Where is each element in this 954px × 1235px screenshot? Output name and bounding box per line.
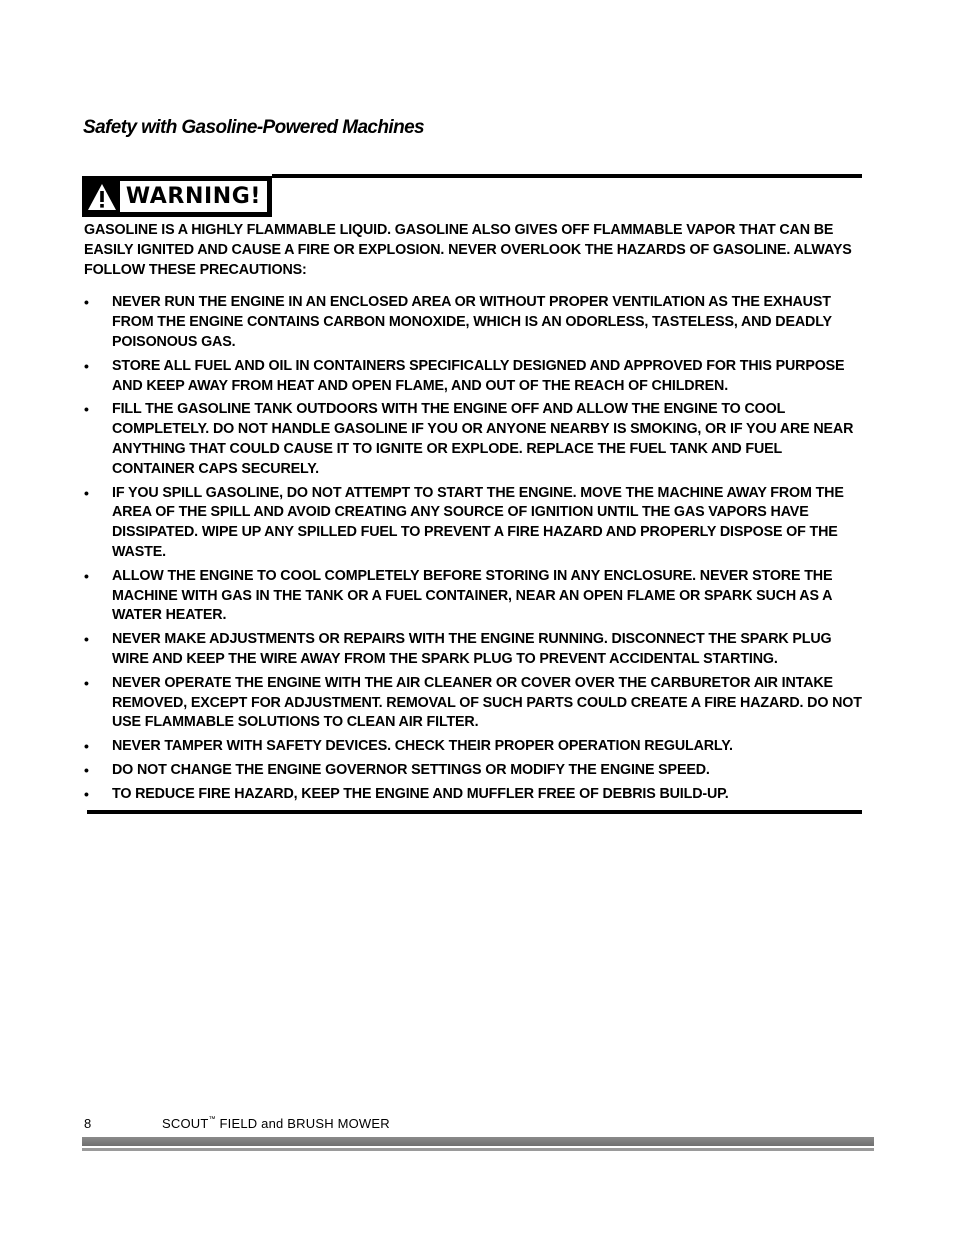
footer-title-prefix: SCOUT [162, 1116, 209, 1131]
precaution-text: NEVER OPERATE THE ENGINE WITH THE AIR CLEANER OR COVER OVER THE CARBURETOR AIR INTAKE REMOVED, EXCEPT FOR ADJUSTMENT. REMOVAL OF SUCH PARTS COULD CREATE A FIRE HAZARD. DO NOT USE FLAMMABLE SOLUTIONS TO CLEAN AIR FILTER. [112, 674, 862, 731]
warning-bottom-rule [87, 810, 862, 814]
warning-triangle-icon [84, 178, 120, 215]
precaution-item [84, 357, 864, 397]
precaution-item [84, 400, 864, 479]
footer-bar [82, 1137, 874, 1151]
warning-content [84, 221, 864, 809]
bullet-icon: • [84, 674, 89, 691]
precaution-item [84, 785, 864, 805]
precaution-item [84, 567, 864, 626]
precaution-item [84, 293, 864, 352]
bullet-icon: • [84, 401, 89, 418]
footer-title [162, 1116, 390, 1131]
precaution-text: DO NOT CHANGE THE ENGINE GOVERNOR SETTINGS OR MODIFY THE ENGINE SPEED. [112, 761, 710, 778]
bullet-icon: • [84, 738, 89, 755]
section-title: Safety with Gasoline-Powered Machines [83, 117, 425, 138]
bullet-icon: • [84, 294, 89, 311]
bullet-icon: • [84, 357, 89, 374]
precaution-text: FILL THE GASOLINE TANK OUTDOORS WITH THE ENGINE OFF AND ALLOW THE ENGINE TO COOL COMPLETELY. DO NOT HANDLE GASOLINE IF YOU OR ANYONE NEARBY IS SMOKING, OR IF YOU ARE NEAR ANYTHING THAT COULD CAUSE IT TO IGNITE OR EXPLODE. REPLACE THE FUEL TANK AND FUEL CONTAINER CAPS SECURELY. [112, 401, 854, 477]
bullet-icon: • [84, 785, 89, 802]
precaution-text: STORE ALL FUEL AND OIL IN CONTAINERS SPECIFICALLY DESIGNED AND APPROVED FOR THIS PURPOSE AND KEEP AWAY FROM HEAT AND OPEN FLAME, AND OUT OF THE REACH OF CHILDREN. [112, 357, 845, 394]
precaution-item [84, 674, 864, 733]
precaution-text: NEVER RUN THE ENGINE IN AN ENCLOSED AREA OR WITHOUT PROPER VENTILATION AS THE EXHAUST FROM THE ENGINE CONTAINS CARBON MONOXIDE, WHICH IS AN ODORLESS, TASTELESS, AND DEADLY POISONOUS GAS. [112, 294, 832, 350]
precautions-list [84, 293, 864, 804]
bullet-icon: • [84, 761, 89, 778]
warning-label: WARNING! [120, 181, 267, 212]
precaution-text: NEVER MAKE ADJUSTMENTS OR REPAIRS WITH THE ENGINE RUNNING. DISCONNECT THE SPARK PLUG WIRE AND KEEP THE WIRE AWAY FROM THE SPARK PLUG TO PREVENT ACCIDENTAL STARTING. [112, 631, 832, 667]
precaution-text: TO REDUCE FIRE HAZARD, KEEP THE ENGINE AND MUFFLER FREE OF DEBRIS BUILD-UP. [112, 785, 729, 802]
bullet-icon: • [84, 484, 89, 501]
warning-intro: GASOLINE IS A HIGHLY FLAMMABLE LIQUID. GASOLINE ALSO GIVES OFF FLAMMABLE VAPOR THAT CAN BE EASILY IGNITED AND CAUSE A FIRE OR EXPLOSION. NEVER OVERLOOK THE HAZARDS OF GASOLINE. ALWAYS FOLLOW THESE PRECAUTIONS: [84, 222, 852, 278]
precaution-text: IF YOU SPILL GASOLINE, DO NOT ATTEMPT TO START THE ENGINE. MOVE THE MACHINE AWAY FROM THE AREA OF THE SPILL AND AVOID CREATING ANY SOURCE OF IGNITION UNTIL THE GAS VAPORS HAVE DISSIPATED. WIPE UP ANY SPILLED FUEL TO PREVENT A FIRE HAZARD AND PROPERLY DISPOSE OF THE WASTE. [112, 484, 844, 560]
bullet-icon: • [84, 567, 89, 584]
trademark-symbol: ™ [208, 1116, 216, 1123]
page-number: 8 [84, 1116, 92, 1131]
warning-top-rule [272, 174, 862, 178]
precaution-text: ALLOW THE ENGINE TO COOL COMPLETELY BEFORE STORING IN ANY ENCLOSURE. NEVER STORE THE MACHINE WITH GAS IN THE TANK OR A FUEL CONTAINER, NEAR AN OPEN FLAME OR SPARK SUCH AS A WATER HEATER. [112, 567, 833, 624]
warning-label-box [82, 176, 272, 217]
precaution-text: NEVER TAMPER WITH SAFETY DEVICES. CHECK THEIR PROPER OPERATION REGULARLY. [112, 738, 733, 755]
precaution-item [84, 737, 864, 757]
precaution-item [84, 484, 864, 563]
bullet-icon: • [84, 631, 89, 648]
precaution-item [84, 630, 864, 670]
precaution-item [84, 761, 864, 781]
footer-title-suffix: FIELD and BRUSH MOWER [215, 1116, 390, 1131]
